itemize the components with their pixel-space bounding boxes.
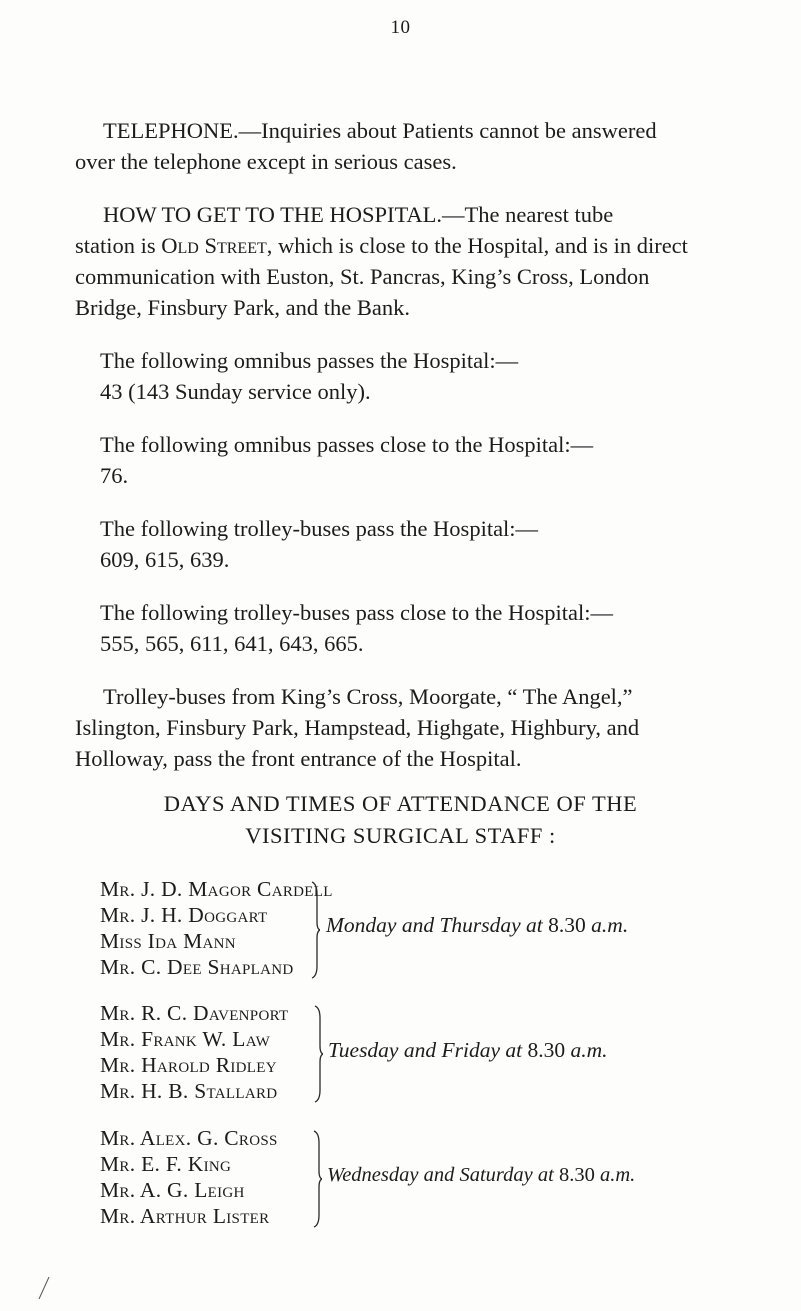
directions-line-2-end: , which is close to the Hospital, and is in direct — [266, 233, 688, 258]
staff-group-wednesday-saturday — [100, 1125, 760, 1249]
staff-name: Mr. J. D. Magor Cardell — [100, 877, 333, 901]
pencil-mark — [37, 1276, 51, 1300]
directions-line-4: Bridge, Finsbury Park, and the Bank. — [75, 295, 410, 320]
route-intro: The following omnibus passes close to the Hospital:— — [100, 432, 594, 457]
attendance-time: 8.30 — [548, 913, 586, 937]
staff-name: Mr. A. G. Leigh — [100, 1178, 245, 1202]
route-intro: The following omnibus passes the Hospital:— — [100, 348, 519, 373]
staff-name: Mr. C. Dee Shapland — [100, 955, 294, 979]
staff-group-tuesday-friday — [100, 1000, 760, 1124]
route-omnibus-passes — [100, 345, 740, 407]
staff-name: Mr. Frank W. Law — [100, 1027, 271, 1051]
staff-name: Mr. Alex. G. Cross — [100, 1126, 278, 1150]
staff-name: Mr. E. F. King — [100, 1152, 232, 1176]
route-intro: The following trolley-buses pass close to the Hospital:— — [100, 600, 614, 625]
attendance-schedule — [326, 913, 628, 938]
staff-name: Mr. Harold Ridley — [100, 1053, 277, 1077]
staff-heading-line-1: DAYS AND TIMES OF ATTENDANCE OF THE — [163, 791, 638, 816]
right-brace-icon — [310, 880, 320, 980]
staff-names — [100, 1125, 278, 1229]
route-numbers: 555, 565, 611, 641, 643, 665. — [100, 631, 364, 656]
right-brace-icon — [313, 1004, 323, 1104]
attendance-schedule — [327, 1164, 635, 1187]
trolley-note-paragraph — [75, 681, 740, 774]
staff-heading-line-2: VISITING SURGICAL STAFF : — [245, 823, 556, 848]
staff-names — [100, 1000, 288, 1104]
directions-line-2 — [75, 230, 740, 261]
route-omnibus-close — [100, 429, 740, 491]
directions-paragraph — [75, 199, 740, 323]
staff-name: Mr. R. C. Davenport — [100, 1001, 289, 1025]
staff-name: Mr. Arthur Lister — [100, 1204, 270, 1228]
attendance-days: Tuesday and Friday at — [328, 1038, 523, 1062]
directions-line-1: HOW TO GET TO THE HOSPITAL.—The nearest tube — [103, 202, 614, 227]
attendance-days: Wednesday and Saturday at — [327, 1164, 554, 1186]
attendance-time: 8.30 — [558, 1164, 595, 1186]
trolley-note-line-1: Trolley-buses from King’s Cross, Moorgate, “ The Angel,” — [103, 684, 633, 709]
route-trolley-passes — [100, 513, 740, 575]
staff-heading — [0, 788, 801, 852]
route-numbers: 76. — [100, 463, 129, 488]
staff-name: Mr. J. H. Doggart — [100, 903, 268, 927]
trolley-note-line-2: Islington, Finsbury Park, Hampstead, Highgate, Highbury, and — [75, 715, 640, 740]
attendance-days: Monday and Thursday at — [326, 913, 543, 937]
station-name: Old Street — [161, 233, 267, 258]
page-number: 10 — [390, 17, 411, 38]
attendance-meridiem: a.m. — [591, 913, 629, 937]
route-numbers: 609, 615, 639. — [100, 547, 230, 572]
attendance-time: 8.30 — [527, 1038, 566, 1062]
staff-names — [100, 876, 333, 980]
telephone-paragraph — [75, 115, 740, 177]
attendance-meridiem: a.m. — [599, 1164, 636, 1186]
attendance-schedule — [328, 1038, 608, 1063]
route-intro: The following trolley-buses pass the Hospital:— — [100, 516, 539, 541]
staff-name: Mr. H. B. Stallard — [100, 1079, 278, 1103]
directions-line-2-start: station is — [75, 233, 162, 258]
staff-group-monday-thursday — [100, 876, 760, 1000]
route-numbers: 43 (143 Sunday service only). — [100, 379, 371, 404]
directions-line-3: communication with Euston, St. Pancras, King’s Cross, London — [75, 264, 650, 289]
route-trolley-close — [100, 597, 740, 659]
attendance-meridiem: a.m. — [570, 1038, 608, 1062]
trolley-note-line-3: Holloway, pass the front entrance of the Hospital. — [75, 746, 522, 771]
telephone-line-1: TELEPHONE.—Inquiries about Patients cannot be answered — [103, 118, 657, 143]
staff-name: Miss Ida Mann — [100, 929, 236, 953]
right-brace-icon — [312, 1129, 322, 1229]
telephone-line-2: over the telephone except in serious cases. — [75, 149, 457, 174]
